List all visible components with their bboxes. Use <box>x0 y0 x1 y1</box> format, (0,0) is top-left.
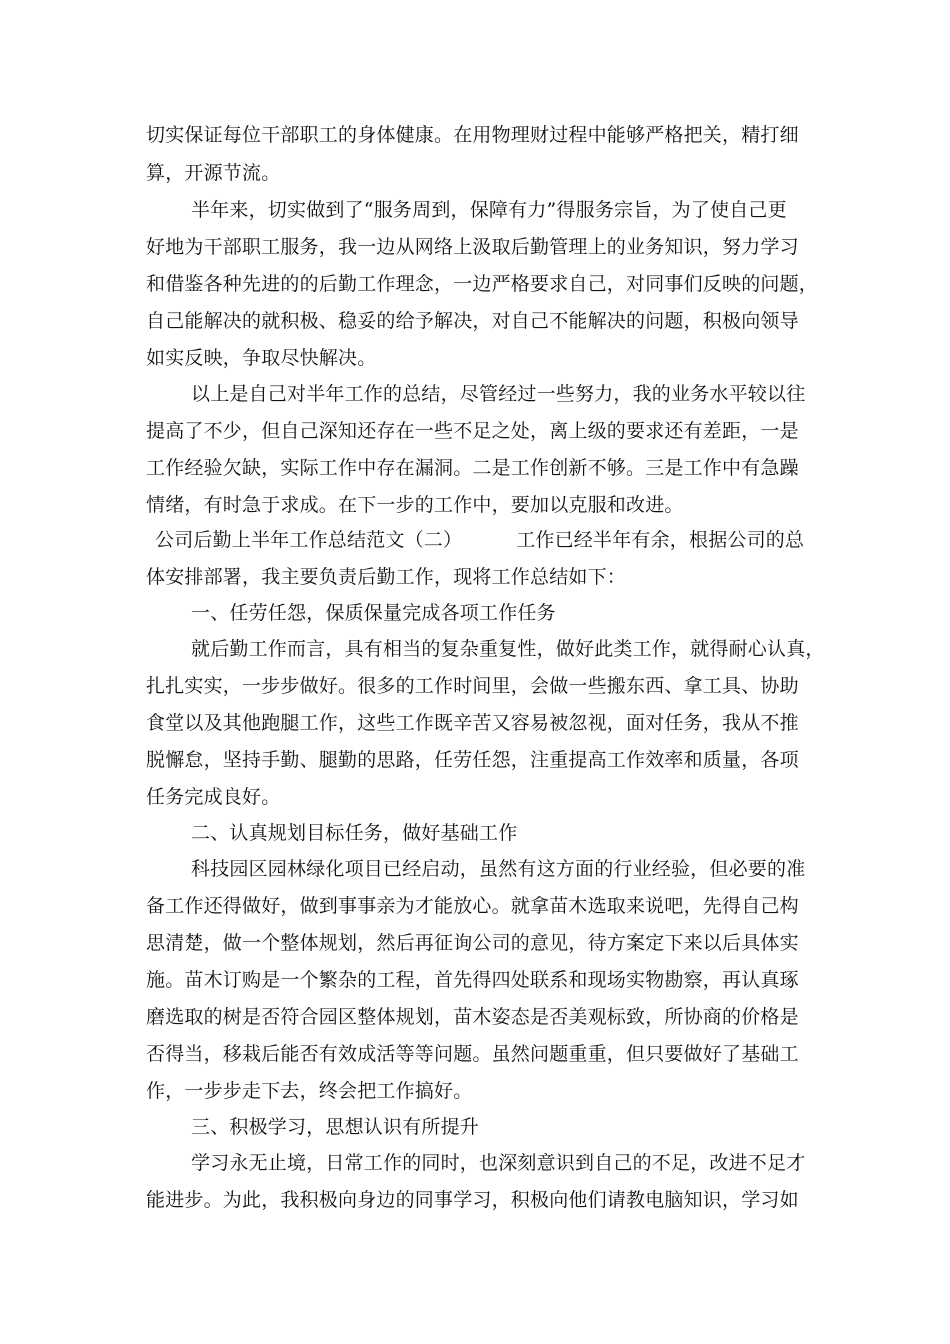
text-line: 作，一步步走下去，终会把工作搞好。 <box>146 1080 473 1102</box>
text-line: 切实保证每位干部职工的身体健康。在用物理财过程中能够严格把关，精打细 <box>146 124 799 146</box>
text-line: 食堂以及其他跑腿工作，这些工作既辛苦又容易被忽视，面对任务，我从不推 <box>146 712 799 734</box>
section-title-line <box>155 528 835 552</box>
text-line: 思清楚，做一个整体规划，然后再征询公司的意见，待方案定下来以后具体实 <box>146 932 799 954</box>
section-heading: 二、认真规划目标任务，做好基础工作 <box>191 822 518 844</box>
section-heading: 三、积极学习，思想认识有所提升 <box>191 1116 480 1138</box>
text-line: 自己能解决的就积极、稳妥的给予解决，对自己不能解决的问题，积极向领导 <box>146 310 799 332</box>
article-title: 公司后勤上半年工作总结范文（二） <box>155 529 463 551</box>
text-line: 科技园区园林绿化项目已经启动，虽然有这方面的行业经验，但必要的准 <box>191 858 806 880</box>
text-line: 工作已经半年有余，根据公司的总 <box>516 529 805 551</box>
text-line: 磨选取的树是否符合园区整体规划，苗木姿态是否美观标致，所协商的价格是 <box>146 1006 799 1028</box>
text-line: 和借鉴各种先进的的后勤工作理念，一边严格要求自己，对同事们反映的问题， <box>146 273 819 295</box>
text-line: 算，开源节流。 <box>146 162 281 184</box>
text-line: 能进步。为此，我积极向身边的同事学习，积极向他们请教电脑知识，学习如 <box>146 1189 799 1211</box>
text-line: 脱懈怠，坚持手勤、腿勤的思路，任劳任怨，注重提高工作效率和质量，各项 <box>146 749 799 771</box>
text-line: 以上是自己对半年工作的总结，尽管经过一些努力，我的业务水平较以往 <box>191 383 806 405</box>
section-heading: 一、任劳任怨，保质保量完成各项工作任务 <box>191 602 556 624</box>
text-line: 扎扎实实，一步步做好。很多的工作时间里，会做一些搬东西、拿工具、协助 <box>146 675 799 697</box>
text-line: 备工作还得做好，做到事事亲为才能放心。就拿苗木选取来说吧，先得自己构 <box>146 895 799 917</box>
text-line: 施。苗木订购是一个繁杂的工程，首先得四处联系和现场实物勘察，再认真琢 <box>146 969 799 991</box>
text-line: 半年来，切实做到了“服务周到，保障有力”得服务宗旨，为了使自己更 <box>191 199 787 221</box>
text-line: 体安排部署，我主要负责后勤工作，现将工作总结如下： <box>146 566 627 588</box>
text-line: 工作经验欠缺，实际工作中存在漏洞。二是工作创新不够。三是工作中有急躁 <box>146 457 799 479</box>
text-line: 提高了不少，但自己深知还存在一些不足之处，离上级的要求还有差距，一是 <box>146 420 799 442</box>
text-line: 如实反映，争取尽快解决。 <box>146 347 377 369</box>
text-line: 情绪，有时急于求成。在下一步的工作中，要加以克服和改进。 <box>146 494 684 516</box>
text-line: 好地为干部职工服务，我一边从网络上汲取后勤管理上的业务知识，努力学习 <box>146 236 799 258</box>
text-line: 学习永无止境，日常工作的同时，也深刻意识到自己的不足，改进不足才 <box>191 1152 806 1174</box>
text-line: 任务完成良好。 <box>146 786 281 808</box>
text-line: 就后勤工作而言，具有相当的复杂重复性，做好此类工作，就得耐心认真， <box>191 638 825 660</box>
text-line: 否得当，移栽后能否有效成活等等问题。虽然问题重重，但只要做好了基础工 <box>146 1043 799 1065</box>
